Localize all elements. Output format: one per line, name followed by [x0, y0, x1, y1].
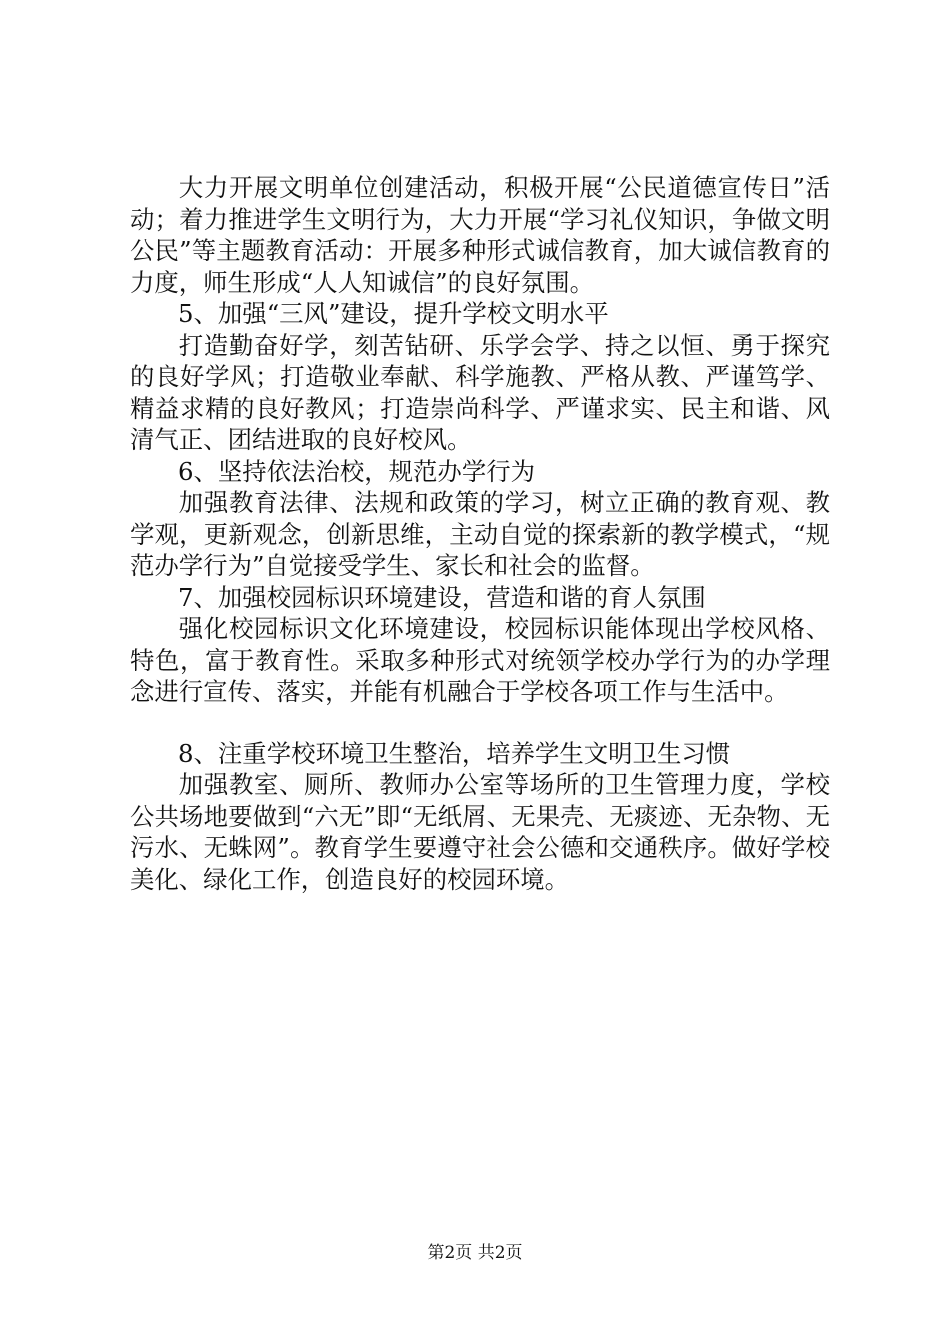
page-number-footer: 第2页 共2页 [427, 1243, 523, 1263]
blank-line [130, 708, 830, 738]
paragraph-campus-identity: 强化校园标识文化环境建设，校园标识能体现出学校风格、特色，富于教育性。采取多种形式对统领学校办学行为的办学理念进行宣传、落实，并能有机融合于学校各项工作与生活中。 [130, 614, 830, 706]
section-heading-5: 5、加强“三风”建设，提升学校文明水平 [178, 299, 609, 328]
paragraph-three-styles: 打造勤奋好学，刻苦钻研、乐学会学、持之以恒、勇于探究的良好学风；打造敬业奉献、科学施教、严格从教、严谨笃学、精益求精的良好教风；打造崇尚科学、严谨求实、民主和谐、风清气正、团结进取的良好校风。 [130, 330, 830, 454]
paragraph-hygiene: 加强教室、厕所、教师办公室等场所的卫生管理力度，学校公共场地要做到“六无”即“无纸屑、无果壳、无痰迹、无杂物、无污水、无蛛网”。教育学生要遵守社会公德和交通秩序。做好学校美化、绿化工作，创造良好的校园环境。 [130, 770, 830, 894]
paragraph-civilization-activities: 大力开展文明单位创建活动，积极开展“公民道德宣传日”活动；着力推进学生文明行为，大力开展“学习礼仪知识，争做文明公民”等主题教育活动：开展多种形式诚信教育，加大诚信教育的力度，师生形成“人人知诚信”的良好氛围。 [130, 173, 830, 297]
section-heading-8: 8、注重学校环境卫生整治，培养学生文明卫生习惯 [178, 738, 731, 768]
section-heading-6: 6、坚持依法治校，规范办学行为 [178, 456, 535, 486]
section-heading-7: 7、加强校园标识环境建设，营造和谐的育人氛围 [178, 582, 706, 612]
document-body [130, 172, 830, 895]
paragraph-rule-of-law: 加强教育法律、法规和政策的学习，树立正确的教育观、教学观，更新观念，创新思维，主动自觉的探索新的教学模式，“规范办学行为”自觉接受学生、家长和社会的监督。 [130, 488, 830, 580]
